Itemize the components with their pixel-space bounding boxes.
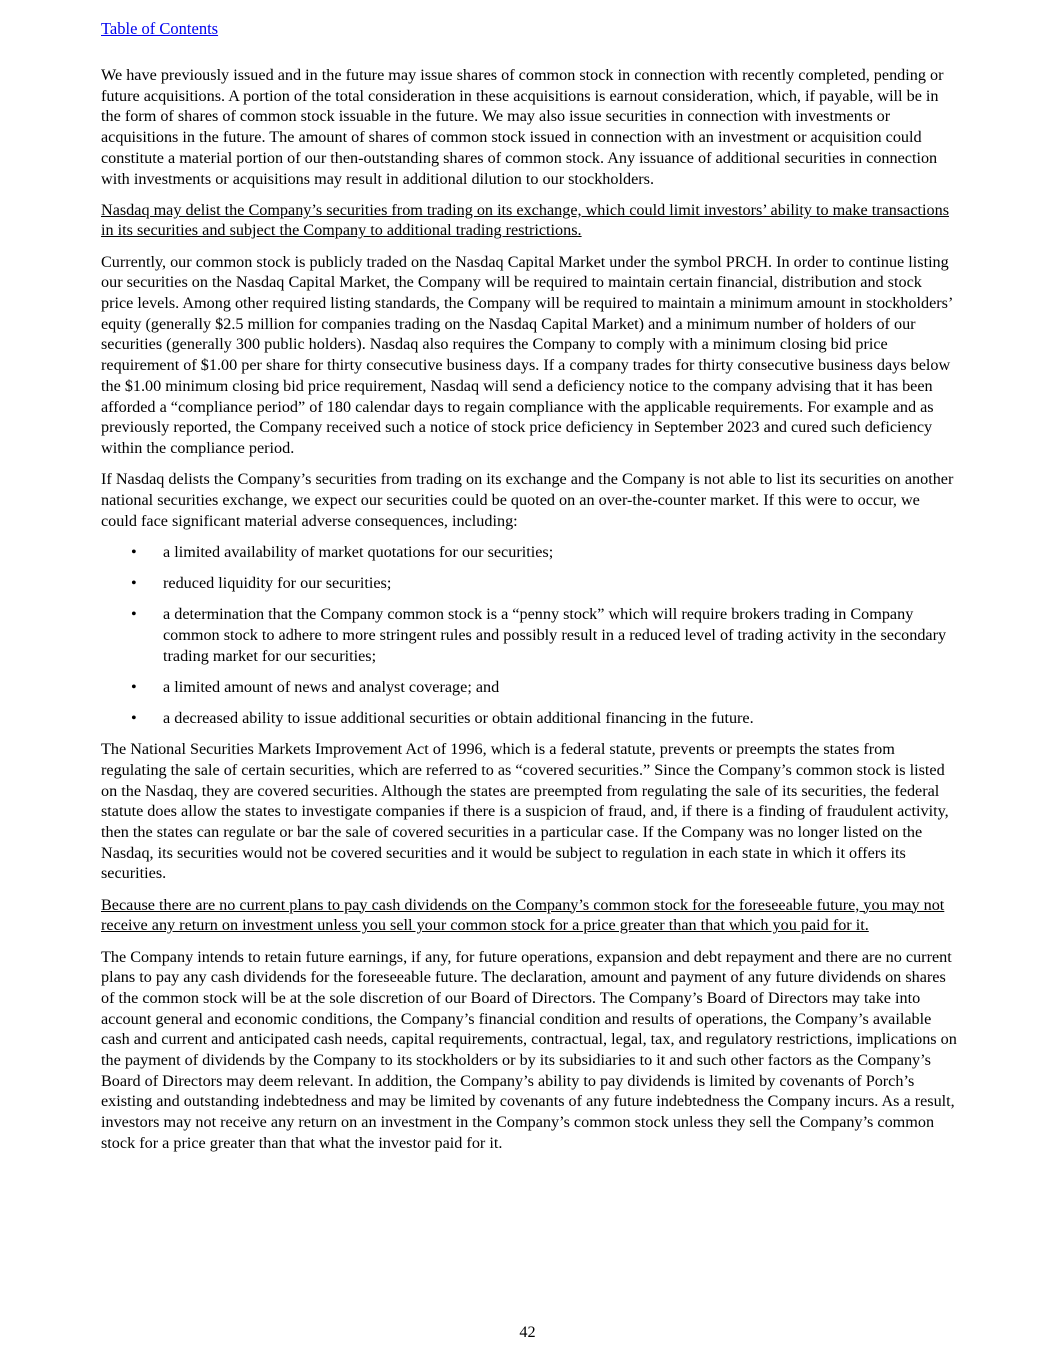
paragraph-covered-securities: The National Securities Markets Improvement Act of 1996, which is a federal statute, prevents or preempts the states from regulating the sale of certain securities, which are referred to as “covered securities.” Since the Company’s common stock is listed on the Nasdaq, they are covered securities. Although the states are preempted from regulating the sale of its securities, the federal statute does allow the states to investigate companies if there is a suspicion of fraud, and, if there is a finding of fraudulent activity, then the states can regulate or bar the sale of covered securities in a particular case. If the Company was no longer listed on the Nasdaq, its securities would not be covered securities and it would be subject to regulation in each state in which it offers its securities. — [101, 740, 949, 883]
bullet-marker: • — [131, 573, 137, 592]
bullet-marker: • — [131, 708, 137, 727]
page-number: 42 — [519, 1323, 536, 1341]
list-item — [101, 573, 957, 594]
list-item — [101, 542, 957, 563]
list-item-text: reduced liquidity for our securities; — [163, 573, 392, 592]
list-item-text: a determination that the Company common stock is a “penny stock” which will require brokers trading in Company common stock to adhere to more stringent rules and possibly result in a reduced level of trading activity in the secondary trading market for our securities; — [163, 605, 947, 665]
list-item-text: a decreased ability to issue additional securities or obtain additional financing in the future. — [163, 708, 754, 727]
consequences-list — [101, 542, 957, 729]
paragraph-additional-securities: We have previously issued and in the future may issue shares of common stock in connection with recently completed, pending or future acquisitions. A portion of the total consideration in these acquisitions is earnout consideration, which, if payable, will be in the form of shares of common stock issuable in the future. We may also issue securities in connection with investments or acquisitions in the future. The amount of shares of common stock issued in connection with an investment or acquisition could constitute a material portion of our then-outstanding shares of common stock. Any issuance of additional securities in connection with investments or acquisitions may result in additional dilution to our stockholders. — [101, 66, 944, 188]
bullet-marker: • — [131, 677, 137, 696]
list-item — [101, 708, 957, 729]
paragraph-nasdaq-listing-requirements: Currently, our common stock is publicly traded on the Nasdaq Capital Market under the symbol PRCH. In order to continue listing our securities on the Nasdaq Capital Market, the Company will be required to maintain certain financial, distribution and stock price levels. Among other required listing standards, the Company will be required to maintain a minimum amount in stockholders’ equity (generally $2.5 million for companies trading on the Nasdaq Capital Market) and a minimum number of holders of our securities (generally 300 public holders). Nasdaq also requires the Company to comply with a minimum closing bid price requirement of $1.00 per share for thirty consecutive business days. If a company trades for thirty consecutive business days below the $1.00 minimum closing bid price requirement, Nasdaq will send a deficiency notice to the company advising that it has been afforded a “compliance period” of 180 calendar days to regain compliance with the applicable requirements. For example and as previously reported, the Company received such a notice of stock price deficiency in September 2023 and cured such deficiency within the compliance period. — [101, 252, 953, 457]
bullet-marker: • — [131, 605, 137, 624]
document-body — [101, 65, 957, 1154]
risk-heading-no-dividends: Because there are no current plans to pay cash dividends on the Company’s common stock for the foreseeable future, you may not receive any return on investment unless you sell your common stock for a price greater than that which you paid for it. — [101, 895, 945, 935]
table-of-contents-link[interactable]: Table of Contents — [101, 19, 219, 38]
paragraph-delisting-consequences: If Nasdaq delists the Company’s securities from trading on its exchange and the Company is not able to list its securities on another national securities exchange, we expect our securities could be quoted on an over-the-counter market. If this were to occur, we could face significant material adverse consequences, including: — [101, 470, 954, 530]
document-page — [101, 18, 957, 1164]
list-item — [101, 604, 957, 666]
paragraph-dividend-policy: The Company intends to retain future earnings, if any, for future operations, expansion and debt repayment and there are no current plans to pay any cash dividends for the foreseeable future. The declaration, amount and payment of any future dividends on shares of the common stock will be at the sole discretion of our Board of Directors. The Company’s Board of Directors may take into account general and economic conditions, the Company’s financial condition and results of operations, the Company’s available cash and current and anticipated cash needs, capital requirements, contractual, legal, tax, and regulatory restrictions, implications on the payment of dividends by the Company to its stockholders or by its subsidiaries to it and such other factors as the Company’s Board of Directors may deem relevant. In addition, the Company’s ability to pay dividends is limited by covenants of Porch’s existing and outstanding indebtedness and may be limited by covenants of any future indebtedness the Company incurs. As a result, investors may not receive any return on an investment in the Company’s common stock unless they sell the Company’s common stock for a price greater than that what the investor paid for it. — [101, 947, 957, 1152]
list-item — [101, 677, 957, 698]
risk-heading-nasdaq-delisting: Nasdaq may delist the Company’s securities from trading on its exchange, which could limit investors’ ability to make transactions in its securities and subject the Company to additional trading restrictions. — [101, 200, 950, 240]
list-item-text: a limited availability of market quotations for our securities; — [163, 542, 554, 561]
bullet-marker: • — [131, 542, 137, 561]
list-item-text: a limited amount of news and analyst coverage; and — [163, 677, 500, 696]
